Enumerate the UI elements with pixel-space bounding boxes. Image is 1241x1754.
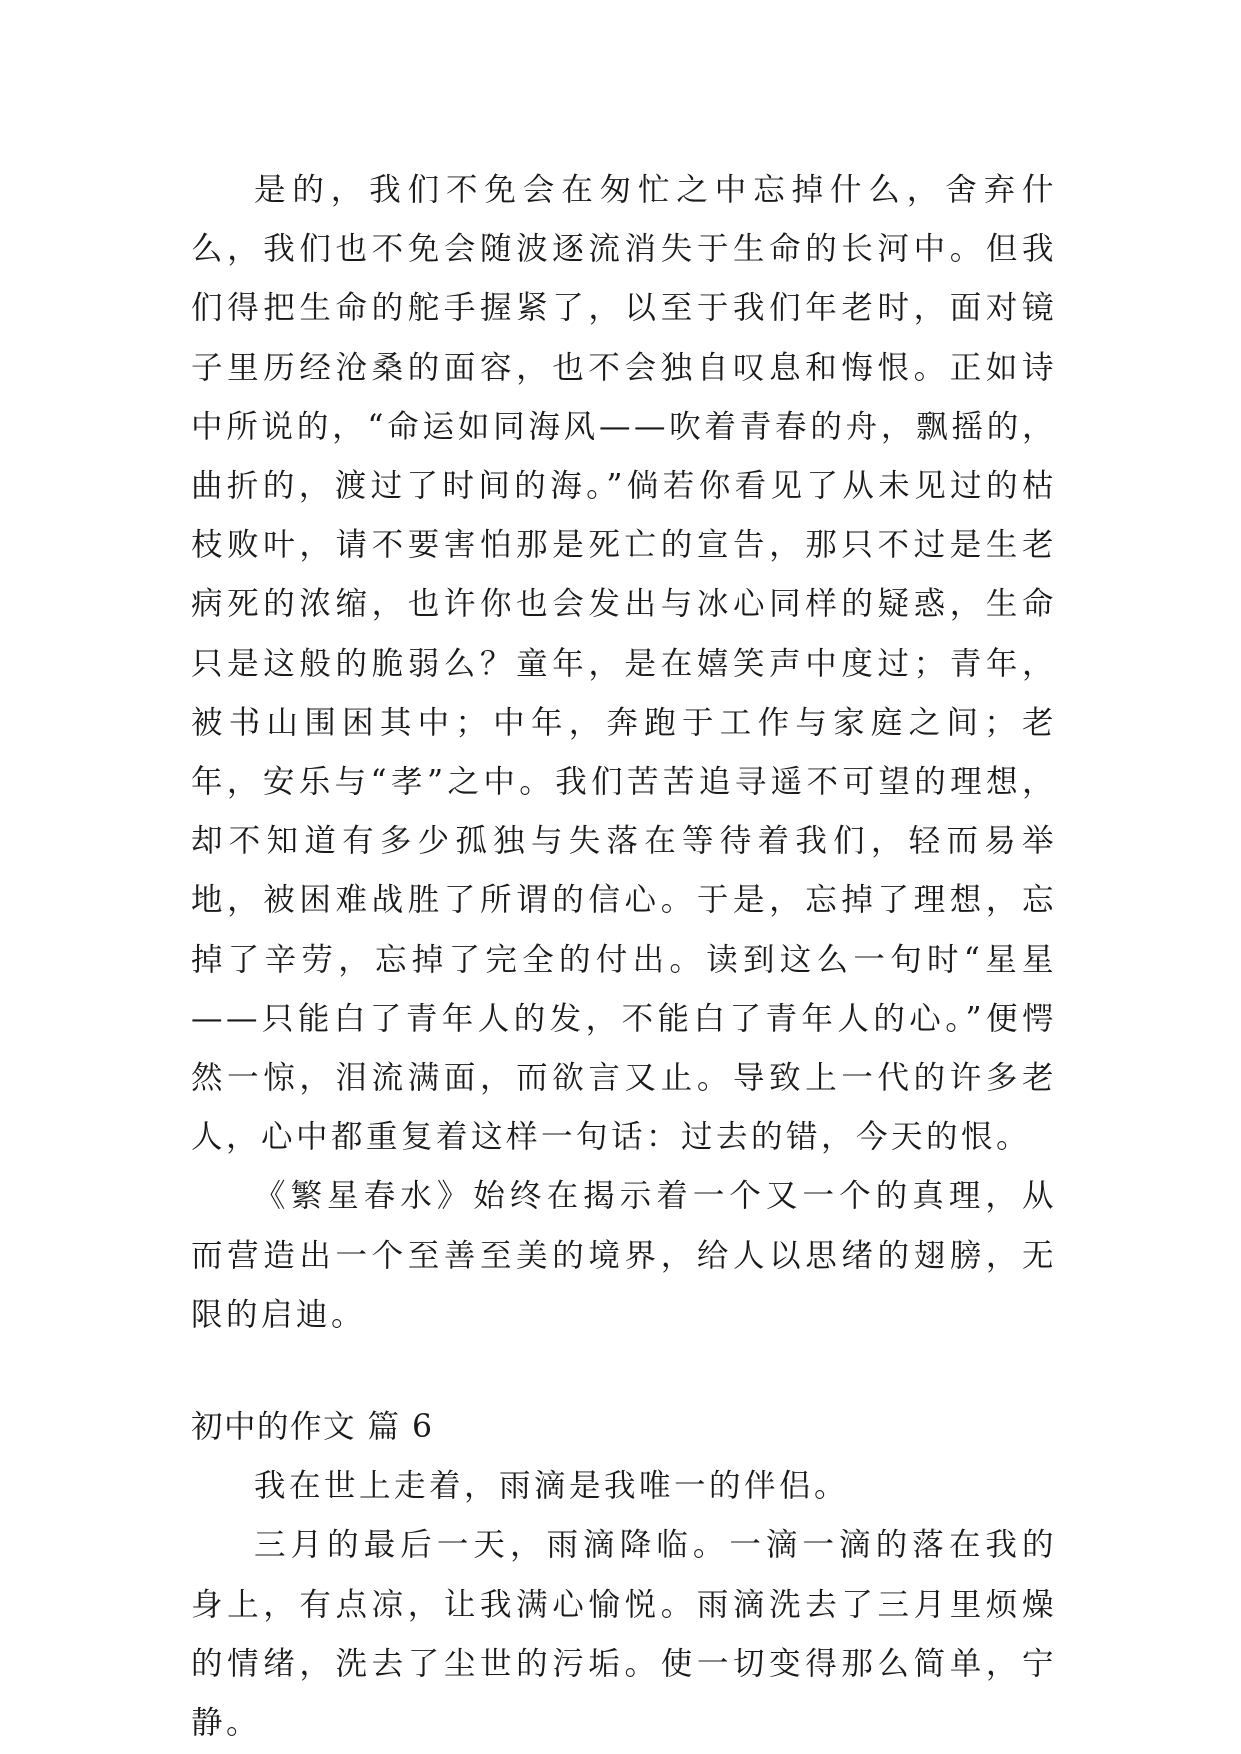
paragraph-fanxing-chunshui: 《繁星春水》始终在揭示着一个又一个的真理，从而营造出一个至善至美的境界，给人以思绪的翅膀，无限的启迪。	[191, 1178, 1057, 1333]
paragraph-rain-companion: 我在世上走着，雨滴是我唯一的伴侣。	[254, 1468, 850, 1505]
document-body	[191, 161, 1057, 1753]
paragraph-reflection: 是的，我们不免会在匆忙之中忘掉什么，舍弃什么，我们也不免会随波逐流消失于生命的长河中。但我们得把生命的舵手握紧了，以至于我们年老时，面对镜子里历经沧桑的面容，也不会独自叹息和悔恨。正如诗中所说的，“命运如同海风——吹着青春的舟，飘摇的，曲折的，渡过了时间的海。”倘若你看见了从未见过的枯枝败叶，请不要害怕那是死亡的宣告，那只不过是生老病死的浓缩，也许你也会发出与冰心同样的疑惑，生命只是这般的脆弱么？童年，是在嬉笑声中度过；青年，被书山围困其中；中年，奔跑于工作与家庭之间；老年，安乐与“孝”之中。我们苦苦追寻遥不可望的理想，却不知道有多少孤独与失落在等待着我们，轻而易举地，被困难战胜了所谓的信心。于是，忘掉了理想，忘掉了辛劳，忘掉了完全的付出。读到这么一句时“星星——只能白了青年人的发，不能白了青年人的心。”便愕然一惊，泪流满面，而欲言又止。导致上一代的许多老人，心中都重复着这样一句话：过去的错，今天的恨。	[191, 172, 1057, 1156]
section-title: 初中的作文 篇 6	[191, 1409, 434, 1446]
paragraph-march-rain: 三月的最后一天，雨滴降临。一滴一滴的落在我的身上，有点凉，让我满心愉悦。雨滴洗去了三月里烦燥的情绪，洗去了尘世的污垢。使一切变得那么简单，宁静。	[191, 1527, 1057, 1742]
